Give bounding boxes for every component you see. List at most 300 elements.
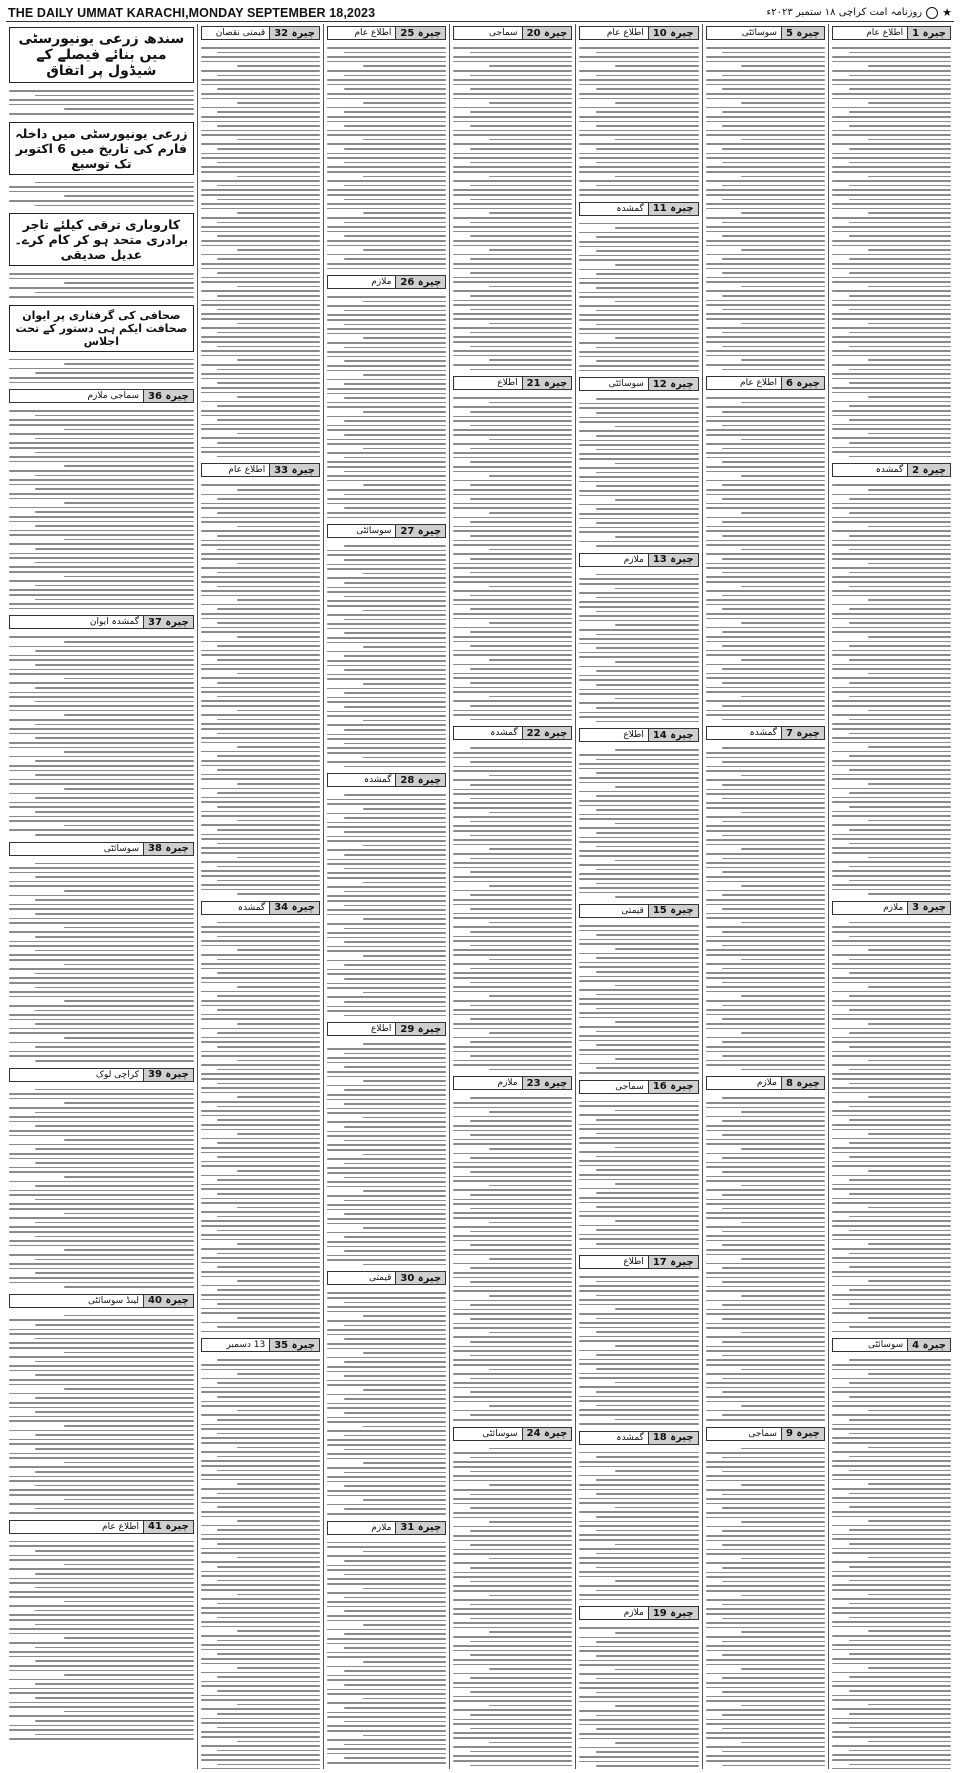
text-line bbox=[453, 917, 572, 919]
notice-title: گمشدہ ایوان bbox=[89, 617, 139, 628]
text-line bbox=[9, 1130, 194, 1132]
text-line bbox=[201, 1736, 320, 1738]
text-line bbox=[201, 1534, 320, 1536]
text-line bbox=[579, 531, 698, 533]
text-line bbox=[327, 79, 446, 81]
text-line bbox=[849, 1419, 952, 1421]
text-line bbox=[832, 1299, 951, 1301]
text-line bbox=[327, 1439, 446, 1441]
text-line bbox=[832, 815, 951, 817]
text-line bbox=[579, 1548, 698, 1550]
text-line bbox=[722, 784, 825, 786]
text-line bbox=[832, 1271, 951, 1273]
text-line bbox=[327, 660, 446, 662]
text-line bbox=[832, 1460, 951, 1462]
text-line bbox=[327, 1583, 446, 1585]
text-line bbox=[849, 1456, 952, 1458]
text-line bbox=[9, 90, 194, 92]
text-line bbox=[579, 56, 698, 58]
text-line bbox=[9, 1329, 194, 1331]
notice-number: چیرہ 3 bbox=[907, 902, 950, 914]
text-line bbox=[596, 1678, 699, 1680]
text-line bbox=[579, 70, 698, 72]
text-line bbox=[706, 913, 825, 915]
text-line bbox=[327, 1702, 446, 1704]
text-line bbox=[868, 1096, 951, 1098]
text-line bbox=[9, 1268, 194, 1270]
text-line bbox=[327, 328, 446, 330]
masthead-urdu-title: روزنامہ امت کراچی ۱۸ ستمبر ۲۰۲۳ء bbox=[766, 7, 923, 18]
text-line bbox=[9, 728, 194, 730]
notice-header bbox=[327, 275, 446, 289]
text-line bbox=[706, 471, 825, 473]
text-line bbox=[706, 1636, 825, 1638]
text-line bbox=[470, 798, 573, 800]
text-line bbox=[9, 1480, 194, 1482]
text-line bbox=[849, 125, 952, 127]
text-line bbox=[722, 1654, 825, 1656]
notice-body bbox=[832, 480, 951, 898]
text-line bbox=[832, 1414, 951, 1416]
text-line bbox=[453, 364, 572, 366]
text-line bbox=[9, 1028, 194, 1030]
text-line bbox=[706, 1286, 825, 1288]
text-line bbox=[201, 1672, 320, 1674]
text-line bbox=[849, 549, 952, 551]
text-line bbox=[470, 1208, 573, 1210]
text-line bbox=[201, 982, 320, 984]
text-line bbox=[453, 1480, 572, 1482]
text-line bbox=[706, 466, 825, 468]
text-line bbox=[327, 503, 446, 505]
text-line bbox=[35, 1734, 194, 1736]
text-line bbox=[453, 954, 572, 956]
text-line bbox=[453, 700, 572, 702]
text-line bbox=[579, 282, 698, 284]
text-line bbox=[832, 668, 951, 670]
text-line bbox=[9, 1116, 194, 1118]
text-line bbox=[722, 1281, 825, 1283]
text-line bbox=[579, 976, 698, 978]
notice-number: چیرہ 29 bbox=[395, 1023, 445, 1035]
text-line bbox=[327, 1716, 446, 1718]
text-line bbox=[579, 1026, 698, 1028]
notice-body bbox=[9, 1085, 194, 1292]
text-line bbox=[217, 1289, 320, 1291]
text-line bbox=[579, 269, 698, 271]
text-line bbox=[832, 627, 951, 629]
text-line bbox=[453, 1608, 572, 1610]
text-line bbox=[327, 1458, 446, 1460]
text-line bbox=[35, 475, 194, 477]
text-line bbox=[706, 876, 825, 878]
text-line bbox=[849, 258, 952, 260]
text-line bbox=[453, 867, 572, 869]
text-line bbox=[722, 448, 825, 450]
text-line bbox=[344, 52, 447, 54]
notice-body bbox=[453, 43, 572, 374]
text-line bbox=[327, 365, 446, 367]
text-line bbox=[201, 245, 320, 247]
text-line bbox=[453, 1189, 572, 1191]
text-line bbox=[217, 549, 320, 551]
text-line bbox=[453, 1286, 572, 1288]
text-line bbox=[470, 162, 573, 164]
text-line bbox=[453, 940, 572, 942]
text-line bbox=[453, 157, 572, 159]
text-line bbox=[706, 1645, 825, 1647]
text-line bbox=[9, 1347, 194, 1349]
text-line bbox=[706, 300, 825, 302]
text-line bbox=[579, 878, 698, 880]
text-line bbox=[615, 1632, 698, 1634]
text-line bbox=[596, 1655, 699, 1657]
text-line bbox=[35, 1471, 194, 1473]
text-line bbox=[832, 1474, 951, 1476]
notice-number: چیرہ 36 bbox=[143, 390, 193, 402]
text-line bbox=[579, 1373, 698, 1375]
text-line bbox=[596, 310, 699, 312]
text-line bbox=[344, 1633, 447, 1635]
text-line bbox=[344, 1302, 447, 1304]
text-line bbox=[327, 1329, 446, 1331]
text-line bbox=[849, 1359, 952, 1361]
text-line bbox=[453, 1176, 572, 1178]
text-line bbox=[344, 582, 447, 584]
text-line bbox=[201, 1759, 320, 1761]
text-line bbox=[489, 1148, 572, 1150]
text-line bbox=[706, 489, 825, 491]
text-line bbox=[579, 421, 698, 423]
notice-header bbox=[706, 376, 825, 390]
text-line bbox=[453, 1116, 572, 1118]
text-line bbox=[9, 655, 194, 657]
text-line bbox=[579, 1756, 698, 1758]
text-line bbox=[722, 608, 825, 610]
text-line bbox=[237, 1520, 320, 1522]
text-line bbox=[832, 387, 951, 389]
text-line bbox=[489, 549, 572, 551]
notice-number: چیرہ 40 bbox=[143, 1295, 193, 1307]
notice-header bbox=[579, 728, 698, 742]
text-line bbox=[722, 484, 825, 486]
text-line bbox=[327, 1112, 446, 1114]
notice-number: چیرہ 25 bbox=[395, 27, 445, 39]
text-line bbox=[615, 661, 698, 663]
text-line bbox=[35, 973, 194, 975]
text-line bbox=[832, 1612, 951, 1614]
text-line bbox=[706, 134, 825, 136]
text-line bbox=[579, 578, 698, 580]
text-line bbox=[363, 484, 446, 486]
text-line bbox=[201, 627, 320, 629]
text-line bbox=[453, 1125, 572, 1127]
text-line bbox=[237, 212, 320, 214]
text-line bbox=[706, 107, 825, 109]
text-line bbox=[9, 1541, 194, 1543]
text-line bbox=[453, 802, 572, 804]
text-line bbox=[832, 1225, 951, 1227]
text-line bbox=[201, 1525, 320, 1527]
text-line bbox=[217, 880, 320, 882]
text-line bbox=[832, 1768, 951, 1769]
text-line bbox=[849, 346, 952, 348]
text-line bbox=[344, 1508, 447, 1510]
text-line bbox=[579, 679, 698, 681]
text-line bbox=[237, 249, 320, 251]
text-line bbox=[363, 1462, 446, 1464]
masthead bbox=[6, 4, 954, 22]
text-line bbox=[706, 1572, 825, 1574]
text-line bbox=[363, 1117, 446, 1119]
text-line bbox=[201, 1649, 320, 1651]
text-line bbox=[741, 1369, 824, 1371]
text-line bbox=[832, 1722, 951, 1724]
text-line bbox=[453, 1309, 572, 1311]
text-line bbox=[832, 797, 951, 799]
text-line bbox=[579, 1114, 698, 1116]
text-line bbox=[201, 1695, 320, 1697]
text-line bbox=[453, 530, 572, 532]
notice-number: چیرہ 30 bbox=[395, 1272, 445, 1284]
text-line bbox=[849, 843, 952, 845]
text-line bbox=[217, 52, 320, 54]
text-line bbox=[706, 121, 825, 123]
text-line bbox=[9, 594, 194, 596]
text-line bbox=[201, 811, 320, 813]
text-line bbox=[579, 1215, 698, 1217]
text-line bbox=[453, 1254, 572, 1256]
notice-number: چیرہ 37 bbox=[143, 616, 193, 628]
text-line bbox=[832, 1369, 951, 1371]
text-line bbox=[741, 549, 824, 551]
text-line bbox=[706, 540, 825, 542]
text-line bbox=[706, 130, 825, 132]
text-line bbox=[453, 1687, 572, 1689]
text-line bbox=[722, 52, 825, 54]
text-line bbox=[470, 75, 573, 77]
notice-header bbox=[201, 901, 320, 915]
text-line bbox=[363, 411, 446, 413]
text-line bbox=[453, 913, 572, 915]
text-line bbox=[579, 255, 698, 257]
text-line bbox=[201, 1391, 320, 1393]
text-line bbox=[363, 720, 446, 722]
text-line bbox=[832, 1437, 951, 1439]
text-line bbox=[706, 327, 825, 329]
text-line bbox=[722, 858, 825, 860]
text-line bbox=[327, 1311, 446, 1313]
column-5 bbox=[323, 24, 449, 1769]
text-line bbox=[217, 222, 320, 224]
text-line bbox=[470, 821, 573, 823]
text-line bbox=[868, 1023, 951, 1025]
text-line bbox=[9, 881, 194, 883]
text-line bbox=[9, 646, 194, 648]
text-line bbox=[615, 102, 698, 104]
text-line bbox=[832, 428, 951, 430]
text-line bbox=[217, 1727, 320, 1729]
text-line bbox=[868, 176, 951, 178]
text-line bbox=[201, 1414, 320, 1416]
text-line bbox=[489, 1405, 572, 1407]
text-line bbox=[579, 1687, 698, 1689]
text-line bbox=[470, 1751, 573, 1753]
text-line bbox=[868, 489, 951, 491]
text-line bbox=[453, 304, 572, 306]
text-line bbox=[849, 1396, 952, 1398]
text-line bbox=[327, 877, 446, 879]
text-line bbox=[470, 346, 573, 348]
text-line bbox=[706, 1014, 825, 1016]
text-line bbox=[706, 1263, 825, 1265]
text-line bbox=[327, 143, 446, 145]
text-line bbox=[579, 943, 698, 945]
text-line bbox=[706, 650, 825, 652]
text-line bbox=[453, 1760, 572, 1762]
text-line bbox=[9, 802, 194, 804]
text-line bbox=[868, 396, 951, 398]
text-line bbox=[217, 419, 320, 421]
text-line bbox=[9, 669, 194, 671]
text-line bbox=[201, 1051, 320, 1053]
text-line bbox=[706, 254, 825, 256]
text-line bbox=[217, 125, 320, 127]
text-line bbox=[217, 272, 320, 274]
text-line bbox=[453, 710, 572, 712]
text-line bbox=[579, 652, 698, 654]
text-line bbox=[9, 273, 194, 275]
text-line bbox=[615, 985, 698, 987]
text-line bbox=[327, 1108, 446, 1110]
text-line bbox=[327, 452, 446, 454]
text-line bbox=[615, 1742, 698, 1744]
text-line bbox=[470, 1507, 573, 1509]
text-line bbox=[706, 807, 825, 809]
text-line bbox=[363, 1227, 446, 1229]
text-line bbox=[453, 1636, 572, 1638]
text-line bbox=[579, 939, 698, 941]
text-line bbox=[9, 419, 194, 421]
text-line bbox=[217, 332, 320, 334]
text-line bbox=[706, 313, 825, 315]
text-line bbox=[741, 1705, 824, 1707]
text-line bbox=[722, 1507, 825, 1509]
notice-title: 13 دسمبر bbox=[226, 1340, 266, 1351]
notice-body bbox=[327, 43, 446, 273]
text-line bbox=[706, 1746, 825, 1748]
headline-box: سندھ زرعی یونیورسٹی میں بنائے فیصلے کے شیڈول پر اتفاق bbox=[9, 27, 194, 83]
text-line bbox=[832, 98, 951, 100]
text-line bbox=[470, 111, 573, 113]
text-line bbox=[453, 143, 572, 145]
text-line bbox=[722, 719, 825, 721]
column-6 bbox=[197, 24, 323, 1769]
text-line bbox=[237, 433, 320, 435]
notice-header bbox=[327, 1521, 446, 1535]
text-line bbox=[9, 1135, 194, 1137]
text-line bbox=[741, 1222, 824, 1224]
text-line bbox=[470, 719, 573, 721]
text-line bbox=[9, 382, 194, 384]
text-line bbox=[35, 415, 194, 417]
text-line bbox=[201, 171, 320, 173]
text-line bbox=[9, 1379, 194, 1381]
text-line bbox=[722, 425, 825, 427]
text-line bbox=[832, 373, 951, 375]
text-line bbox=[327, 370, 446, 372]
text-line bbox=[579, 296, 698, 298]
text-line bbox=[706, 1696, 825, 1698]
notice-body bbox=[706, 1444, 825, 1769]
text-line bbox=[344, 507, 447, 509]
text-line bbox=[470, 1194, 573, 1196]
text-line bbox=[722, 1765, 825, 1767]
text-line bbox=[201, 166, 320, 168]
text-line bbox=[453, 687, 572, 689]
text-line bbox=[706, 1359, 825, 1361]
text-line bbox=[453, 116, 572, 118]
text-line bbox=[453, 1060, 572, 1062]
text-line bbox=[741, 176, 824, 178]
text-line bbox=[868, 563, 951, 565]
notice-title: اطلاع عام bbox=[354, 28, 392, 38]
text-line bbox=[344, 162, 447, 164]
text-line bbox=[832, 838, 951, 840]
text-line bbox=[237, 563, 320, 565]
text-line bbox=[596, 1133, 699, 1135]
text-line bbox=[344, 1610, 447, 1612]
text-line bbox=[722, 631, 825, 633]
text-line bbox=[363, 1389, 446, 1391]
text-line bbox=[832, 231, 951, 233]
text-line bbox=[832, 1028, 951, 1030]
text-line bbox=[201, 1202, 320, 1204]
text-line bbox=[579, 827, 698, 829]
text-line bbox=[9, 1679, 194, 1681]
text-line bbox=[327, 1546, 446, 1548]
text-line bbox=[615, 860, 698, 862]
text-line bbox=[64, 678, 193, 680]
text-line bbox=[217, 682, 320, 684]
text-line bbox=[217, 1580, 320, 1582]
text-line bbox=[35, 1046, 194, 1048]
text-line bbox=[453, 1373, 572, 1375]
text-line bbox=[201, 428, 320, 430]
text-line bbox=[741, 286, 824, 288]
text-line bbox=[470, 125, 573, 127]
text-line bbox=[579, 1327, 698, 1329]
text-line bbox=[849, 1566, 952, 1568]
text-line bbox=[327, 1753, 446, 1755]
text-line bbox=[849, 235, 952, 237]
text-line bbox=[832, 1322, 951, 1324]
text-line bbox=[201, 1028, 320, 1030]
text-line bbox=[201, 1502, 320, 1504]
text-line bbox=[327, 1320, 446, 1322]
text-line bbox=[201, 327, 320, 329]
text-line bbox=[201, 553, 320, 555]
text-line bbox=[849, 696, 952, 698]
text-line bbox=[327, 738, 446, 740]
text-line bbox=[327, 1629, 446, 1631]
text-line bbox=[327, 319, 446, 321]
text-line bbox=[9, 377, 194, 379]
text-line bbox=[201, 254, 320, 256]
text-line bbox=[615, 463, 698, 465]
text-line bbox=[470, 1714, 573, 1716]
text-line bbox=[470, 1005, 573, 1007]
